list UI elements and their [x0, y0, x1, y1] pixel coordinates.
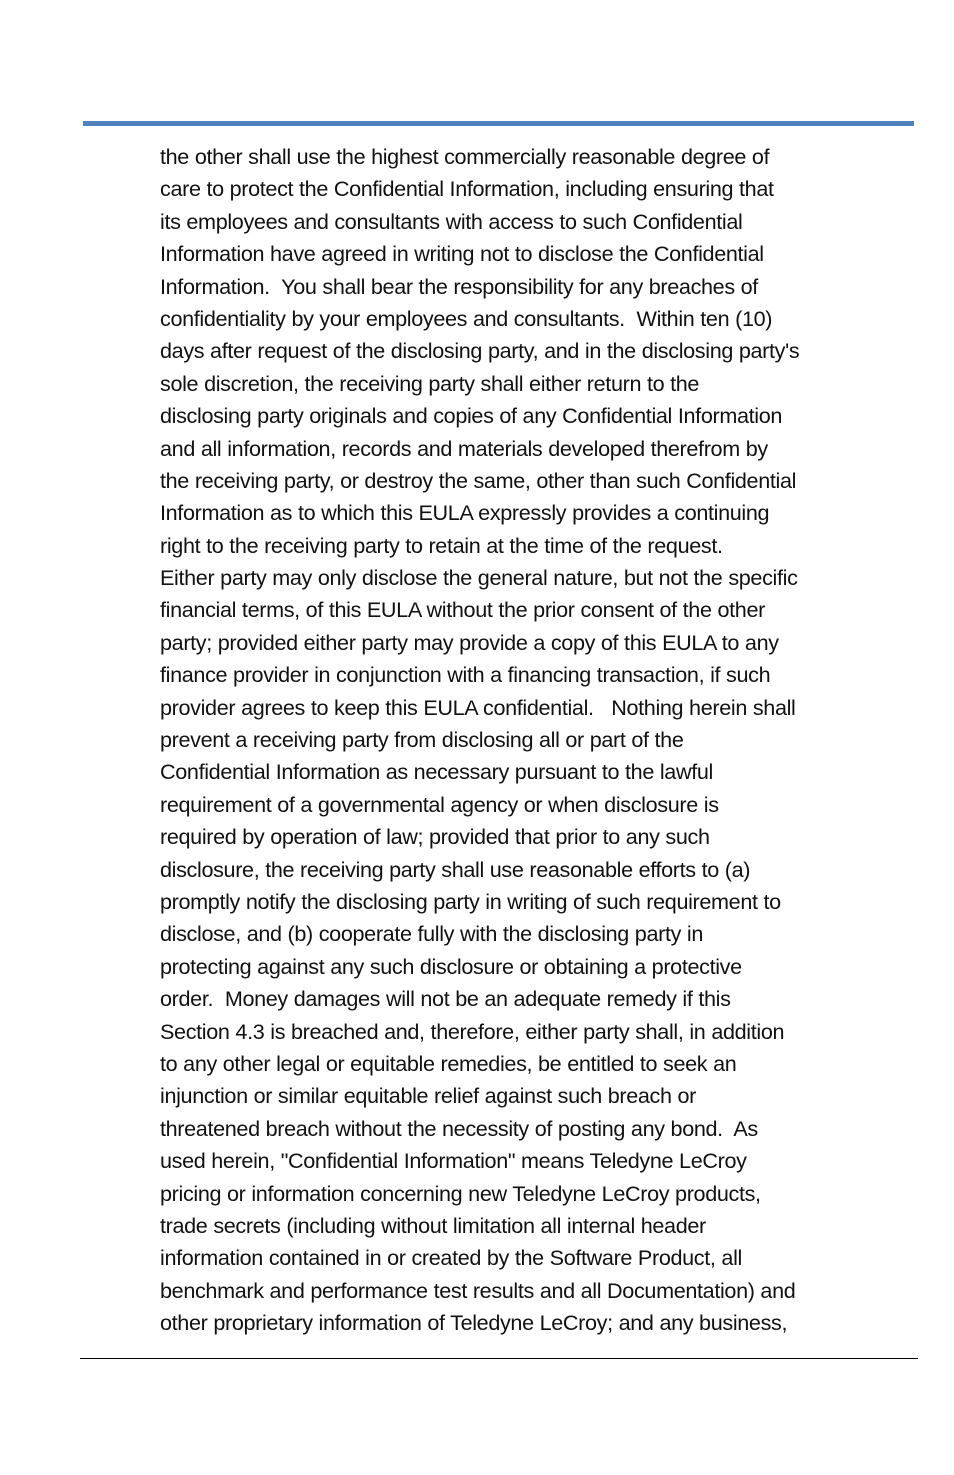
text-line: the other shall use the highest commercially reasonable degree of: [160, 144, 770, 169]
text-line: to any other legal or equitable remedies, be entitled to seek an: [160, 1050, 737, 1076]
text-line: threatened breach without the necessity of posting any bond. As: [160, 1115, 758, 1141]
text-line: Either party may only disclose the general nature, but not the specific: [160, 565, 798, 591]
header-rule: [83, 121, 914, 126]
text-line: order. Money damages will not be an adequate remedy if this: [160, 986, 731, 1012]
body-paragraph: [160, 141, 920, 1339]
text-line: benchmark and performance test results and all Documentation) and: [160, 1277, 796, 1303]
text-line: used herein, "Confidential Information" means Teledyne LeCroy: [160, 1148, 747, 1174]
text-line: protecting against any such disclosure or obtaining a protective: [160, 953, 742, 979]
text-line: Information have agreed in writing not to disclose the Confidential: [160, 241, 764, 267]
text-line: requirement of a governmental agency or when disclosure is: [160, 791, 719, 817]
text-line: pricing or information concerning new Teledyne LeCroy products,: [160, 1180, 761, 1206]
text-line: sole discretion, the receiving party shall either return to the: [160, 370, 700, 396]
text-line: days after request of the disclosing party, and in the disclosing party's: [160, 338, 800, 364]
text-line: information contained in or created by the Software Product, all: [160, 1245, 742, 1271]
text-line: trade secrets (including without limitation all internal header: [160, 1212, 706, 1238]
text-line: prevent a receiving party from disclosing all or part of the: [160, 727, 684, 753]
text-line: its employees and consultants with access to such Confidential: [160, 208, 743, 234]
footer-rule: [80, 1358, 918, 1359]
text-line: disclosure, the receiving party shall use reasonable efforts to (a): [160, 856, 751, 882]
text-line: disclosing party originals and copies of any Confidential Information: [160, 403, 783, 429]
text-line: other proprietary information of Teledyne LeCroy; and any business,: [160, 1310, 788, 1336]
text-line: confidentiality by your employees and consultants. Within ten (10): [160, 305, 773, 331]
text-line: provider agrees to keep this EULA confidential. Nothing herein shall: [160, 694, 796, 720]
text-line: Information as to which this EULA expressly provides a continuing: [160, 500, 770, 526]
text-line: and all information, records and materials developed therefrom by: [160, 435, 768, 461]
text-line: Confidential Information as necessary pursuant to the lawful: [160, 759, 713, 785]
text-line: finance provider in conjunction with a financing transaction, if such: [160, 662, 771, 688]
text-line: disclose, and (b) cooperate fully with the disclosing party in: [160, 921, 704, 947]
text-line: care to protect the Confidential Information, including ensuring that: [160, 176, 774, 202]
text-line: financial terms, of this EULA without the prior consent of the other: [160, 597, 765, 623]
text-line: party; provided either party may provide a copy of this EULA to any: [160, 629, 779, 655]
text-line: promptly notify the disclosing party in writing of such requirement to: [160, 888, 781, 914]
text-line: Section 4.3 is breached and, therefore, either party shall, in addition: [160, 1018, 785, 1044]
text-line: required by operation of law; provided that prior to any such: [160, 824, 710, 850]
text-line: Information. You shall bear the responsibility for any breaches of: [160, 273, 758, 299]
text-line: right to the receiving party to retain at the time of the request.: [160, 532, 723, 558]
text-line: injunction or similar equitable relief against such breach or: [160, 1083, 696, 1109]
text-line: the receiving party, or destroy the same, other than such Confidential: [160, 467, 797, 493]
